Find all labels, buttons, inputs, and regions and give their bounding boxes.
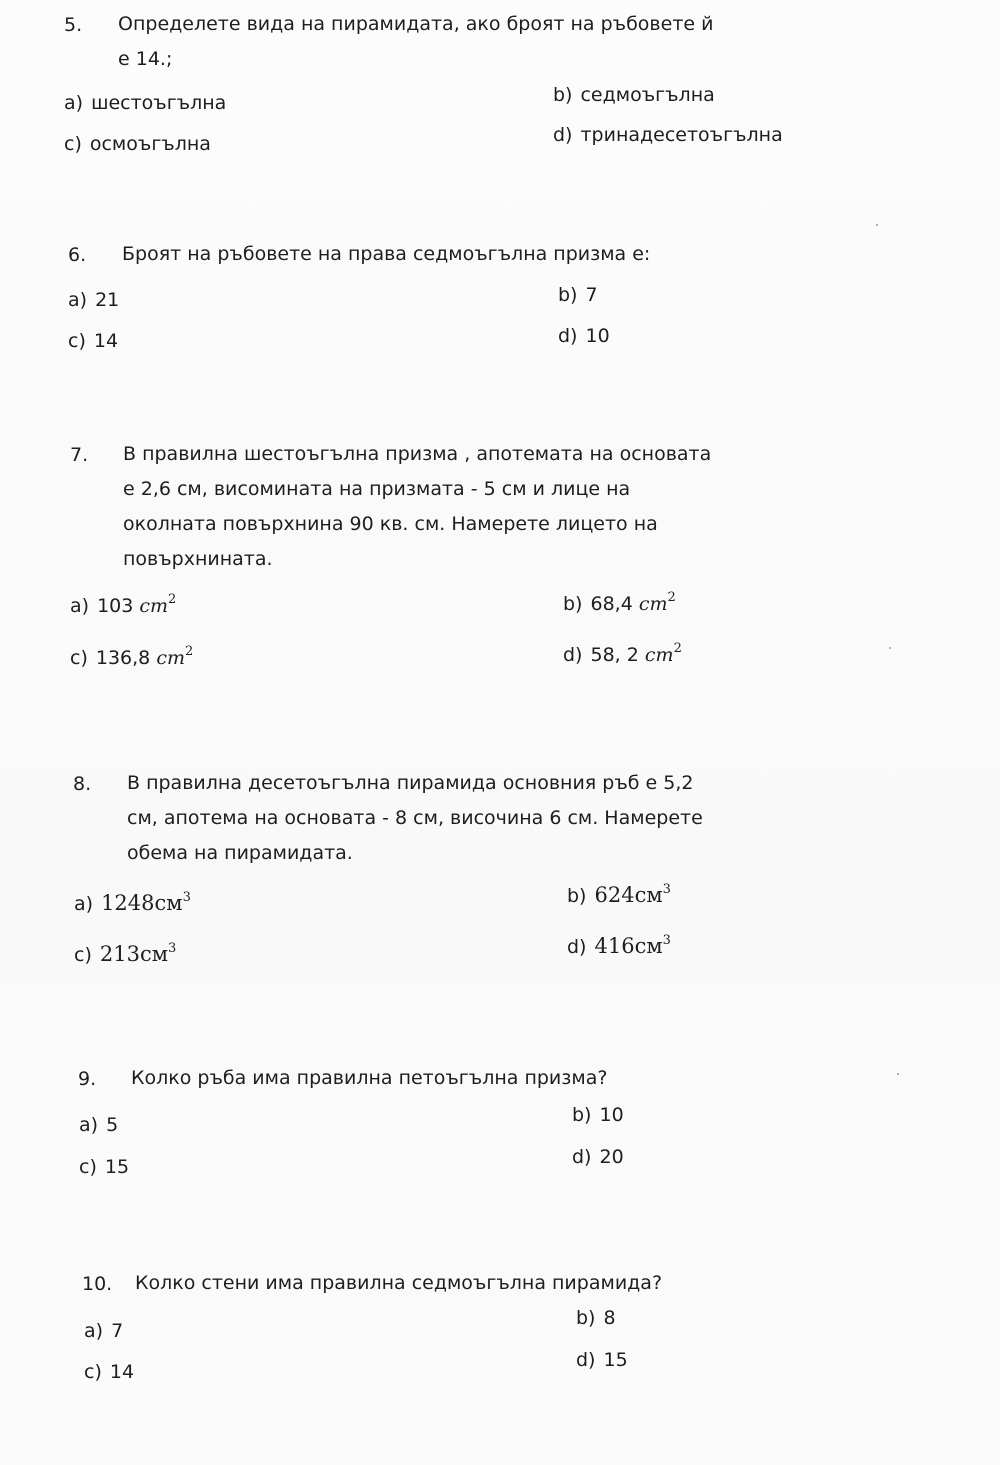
option-letter: c)	[68, 330, 86, 352]
option-letter: b)	[572, 1104, 592, 1126]
option-value: 7	[585, 284, 598, 306]
question-number: 7.	[70, 444, 89, 466]
option-value: 7	[111, 1320, 124, 1342]
option-value: шестоъгълна	[91, 92, 227, 114]
question-text: Колко стени има правилна седмоъгълна пирамида?	[135, 1272, 663, 1294]
option-10d[interactable]	[576, 1349, 628, 1371]
question-number: 10.	[82, 1273, 113, 1295]
option-10a[interactable]	[84, 1320, 123, 1342]
option-6b[interactable]	[558, 284, 598, 306]
option-9c[interactable]	[79, 1156, 129, 1178]
exponent: 3	[182, 890, 191, 905]
option-letter: b)	[567, 885, 587, 907]
option-letter: a)	[84, 1320, 104, 1342]
question-text: Определете вида на пирамидата, ако броят на ръбовете й е 14.;	[118, 13, 714, 70]
option-value: 8	[603, 1307, 616, 1329]
option-letter: a)	[64, 92, 84, 114]
option-letter: b)	[558, 284, 578, 306]
option-value: осмоъгълна	[89, 133, 211, 155]
option-5d[interactable]	[553, 124, 783, 146]
option-value: 416см	[594, 934, 663, 958]
option-value: 58, 2	[590, 644, 639, 666]
question-text: В правилна десетоъгълна пирамида основния ръб е 5,2 см, апотема на основата - 8 см, височина 6 см. Намерете обема на пирамидата.	[127, 772, 703, 864]
option-value: 20	[599, 1146, 624, 1168]
option-letter: c)	[74, 944, 92, 966]
option-5c[interactable]	[64, 133, 211, 155]
option-value: 213см	[99, 942, 169, 966]
unit: cm	[638, 593, 668, 615]
option-8c[interactable]	[74, 942, 176, 966]
option-10c[interactable]	[84, 1361, 134, 1383]
exponent: 3	[168, 941, 177, 956]
option-6c[interactable]	[68, 330, 118, 352]
option-8a[interactable]	[74, 891, 191, 915]
scan-speck	[876, 224, 878, 226]
option-letter: b)	[563, 593, 583, 615]
option-letter: d)	[572, 1146, 592, 1168]
question-number: 5.	[64, 14, 83, 36]
option-letter: c)	[64, 133, 82, 155]
question-number: 8.	[73, 773, 92, 795]
option-letter: d)	[563, 644, 583, 666]
scan-speck	[889, 647, 891, 649]
option-8b[interactable]	[567, 883, 671, 907]
option-letter: b)	[553, 84, 573, 106]
option-value: 21	[95, 289, 120, 311]
exponent: 3	[662, 933, 671, 948]
option-value: 5	[106, 1114, 119, 1136]
option-10b[interactable]	[576, 1307, 616, 1329]
question-number: 9.	[78, 1068, 97, 1090]
exponent: 3	[662, 882, 671, 897]
option-value: 10	[599, 1104, 624, 1126]
option-7c[interactable]	[70, 644, 194, 669]
scan-speck	[897, 1073, 899, 1075]
option-8d[interactable]	[567, 934, 671, 958]
question-text: Броят на ръбовете на права седмоъгълна призма е:	[122, 243, 651, 265]
option-letter: c)	[70, 647, 88, 669]
option-letter: c)	[79, 1156, 97, 1178]
option-letter: a)	[70, 595, 90, 617]
option-value: 15	[603, 1349, 628, 1371]
option-letter: d)	[567, 936, 587, 958]
option-letter: a)	[79, 1114, 99, 1136]
option-6d[interactable]	[558, 325, 610, 347]
option-7a[interactable]	[70, 592, 177, 617]
question-number: 6.	[68, 244, 87, 266]
option-7b[interactable]	[563, 590, 676, 615]
option-letter: b)	[576, 1307, 596, 1329]
option-7d[interactable]	[563, 641, 682, 666]
option-6a[interactable]	[68, 289, 119, 311]
exponent: 2	[673, 641, 682, 656]
option-value: седмоъгълна	[580, 84, 715, 106]
option-value: 15	[104, 1156, 130, 1178]
option-value: 10	[585, 325, 610, 347]
question-text: В правилна шестоъгълна призма , апотемата на основата е 2,6 см, висомината на призмата - 5 см и лице на околната повърхнина 90 кв. см. Намерете лицето на повърхнината.	[123, 443, 712, 570]
option-value: тринадесетоъгълна	[580, 124, 783, 146]
option-value: 624см	[594, 883, 663, 907]
option-letter: d)	[553, 124, 573, 146]
option-letter: a)	[68, 289, 88, 311]
option-value: 103	[97, 595, 134, 617]
unit: cm	[139, 595, 169, 617]
option-value: 14	[93, 330, 119, 352]
option-9d[interactable]	[572, 1146, 624, 1168]
option-5b[interactable]	[553, 84, 715, 106]
question-text: Колко ръба има правилна петоъгълна призма?	[131, 1067, 608, 1089]
option-letter: a)	[74, 893, 94, 915]
unit: cm	[644, 644, 674, 666]
option-value: 14	[109, 1361, 135, 1383]
unit: cm	[156, 647, 185, 669]
option-letter: d)	[558, 325, 578, 347]
option-value: 1248см	[101, 891, 183, 915]
option-value: 136,8	[95, 647, 151, 669]
option-letter: d)	[576, 1349, 596, 1371]
option-9a[interactable]	[79, 1114, 118, 1136]
exponent: 2	[184, 644, 194, 659]
option-5a[interactable]	[64, 92, 226, 114]
option-value: 68,4	[590, 593, 633, 615]
exponent: 2	[667, 590, 676, 605]
option-letter: c)	[84, 1361, 102, 1383]
option-9b[interactable]	[572, 1104, 624, 1126]
exponent: 2	[168, 592, 177, 607]
